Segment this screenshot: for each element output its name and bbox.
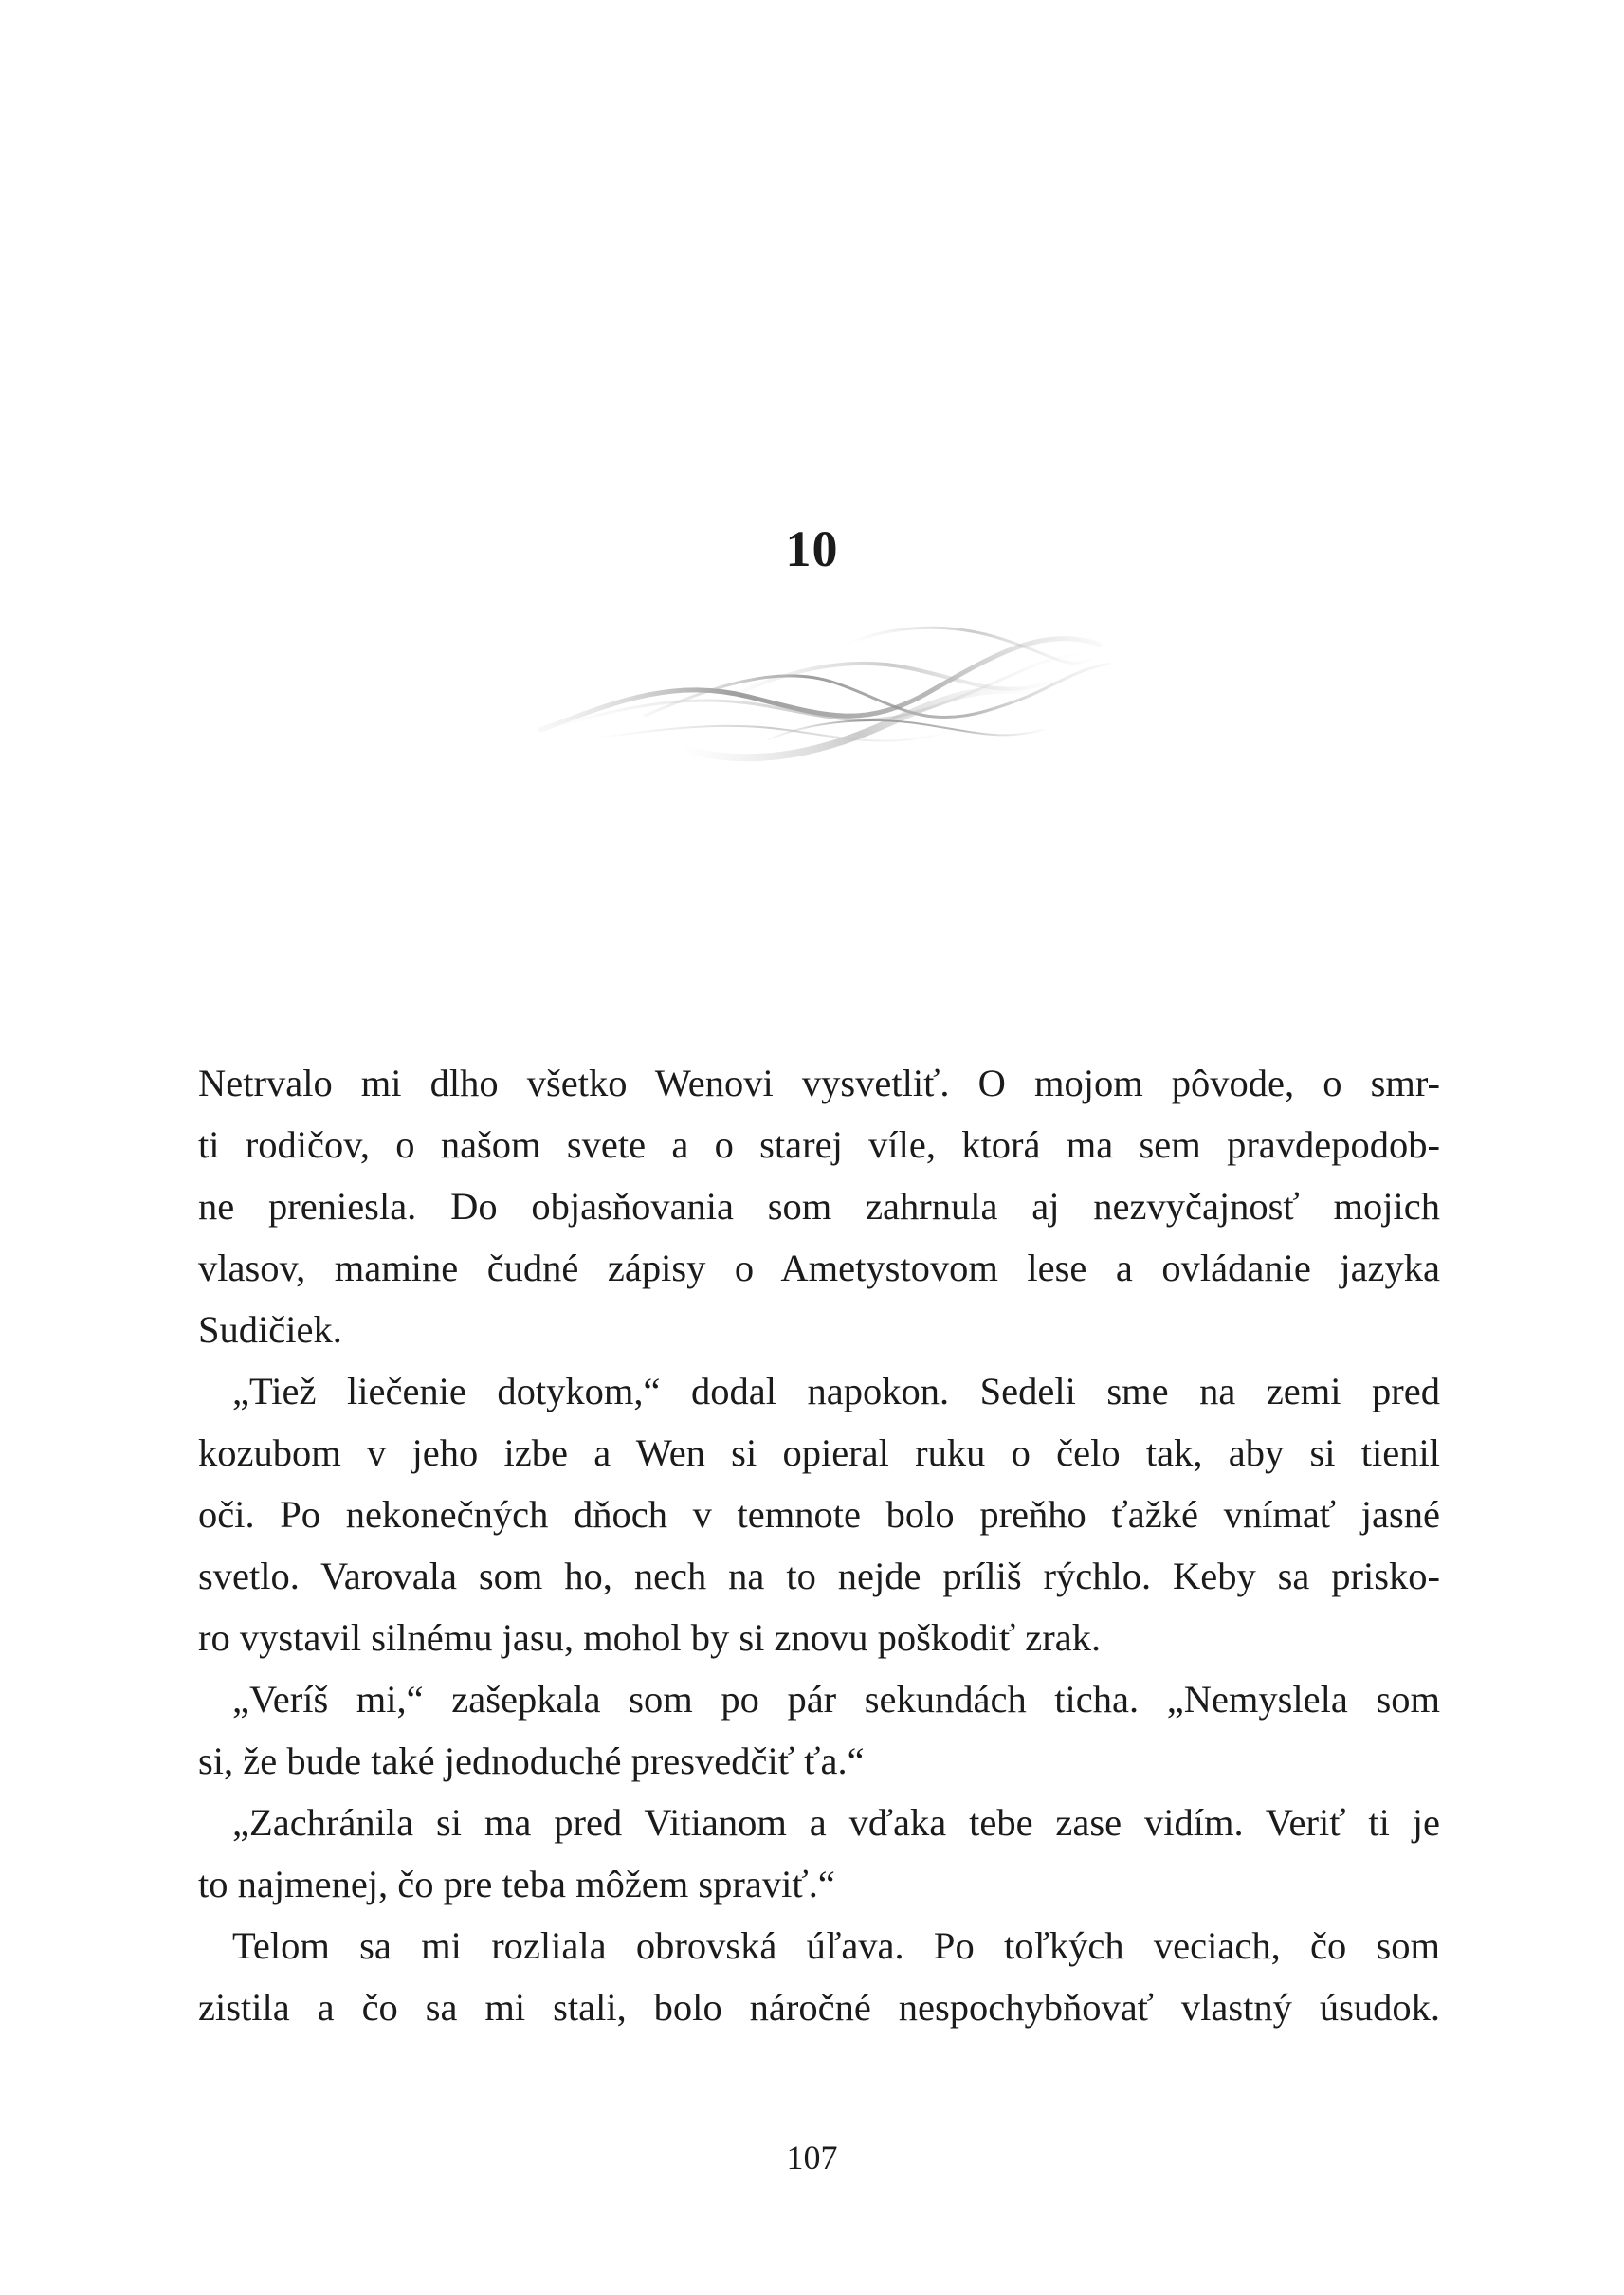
- text-line: ne preniesla. Do objasňovania som zahrnula aj nezvyčajnosť mojich: [198, 1185, 1440, 1228]
- text-line: vlasov, mamine čudné zápisy o Ametystovom lese a ovládanie jazyka: [198, 1247, 1440, 1289]
- text-line: si, že bude také jednoduché presvedčiť ťa.“: [198, 1739, 865, 1782]
- smoke-wisp-ornament-icon: [531, 588, 1119, 787]
- text-line: Telom sa mi rozliala obrovská úľava. Po toľkých veciach, čo som: [232, 1924, 1440, 1967]
- chapter-body-text: [198, 1052, 1440, 2038]
- text-line: Sudičiek.: [198, 1308, 342, 1351]
- text-line: ro vystavil silnému jasu, mohol by si znovu poškodiť zrak.: [198, 1616, 1102, 1659]
- text-line: svetlo. Varovala som ho, nech na to nejde príliš rýchlo. Keby sa prisko-: [198, 1555, 1440, 1597]
- text-line: oči. Po nekonečných dňoch v temnote bolo preňho ťažké vnímať jasné: [198, 1493, 1440, 1536]
- page-number: 107: [786, 2139, 838, 2177]
- text-line: ti rodičov, o našom svete a o starej víle, ktorá ma sem pravdepodob-: [198, 1123, 1440, 1166]
- text-line: to najmenej, čo pre teba môžem spraviť.“: [198, 1863, 835, 1905]
- text-line: „Veríš mi,“ zašepkala som po pár sekundách ticha. „Nemyslela som: [232, 1678, 1440, 1721]
- text-line: „Tiež liečenie dotykom,“ dodal napokon. Sedeli sme na zemi pred: [232, 1370, 1440, 1412]
- chapter-number: 10: [785, 520, 839, 577]
- text-line: Netrvalo mi dlho všetko Wenovi vysvetliť. O mojom pôvode, o smr-: [198, 1062, 1440, 1104]
- text-line: „Zachránila si ma pred Vitianom a vďaka tebe zase vidím. Veriť ti je: [232, 1801, 1440, 1844]
- text-line: zistila a čo sa mi stali, bolo náročné nespochybňovať vlastný úsudok.: [198, 1986, 1440, 2029]
- text-line: kozubom v jeho izbe a Wen si opieral ruku o čelo tak, aby si tienil: [198, 1431, 1440, 1474]
